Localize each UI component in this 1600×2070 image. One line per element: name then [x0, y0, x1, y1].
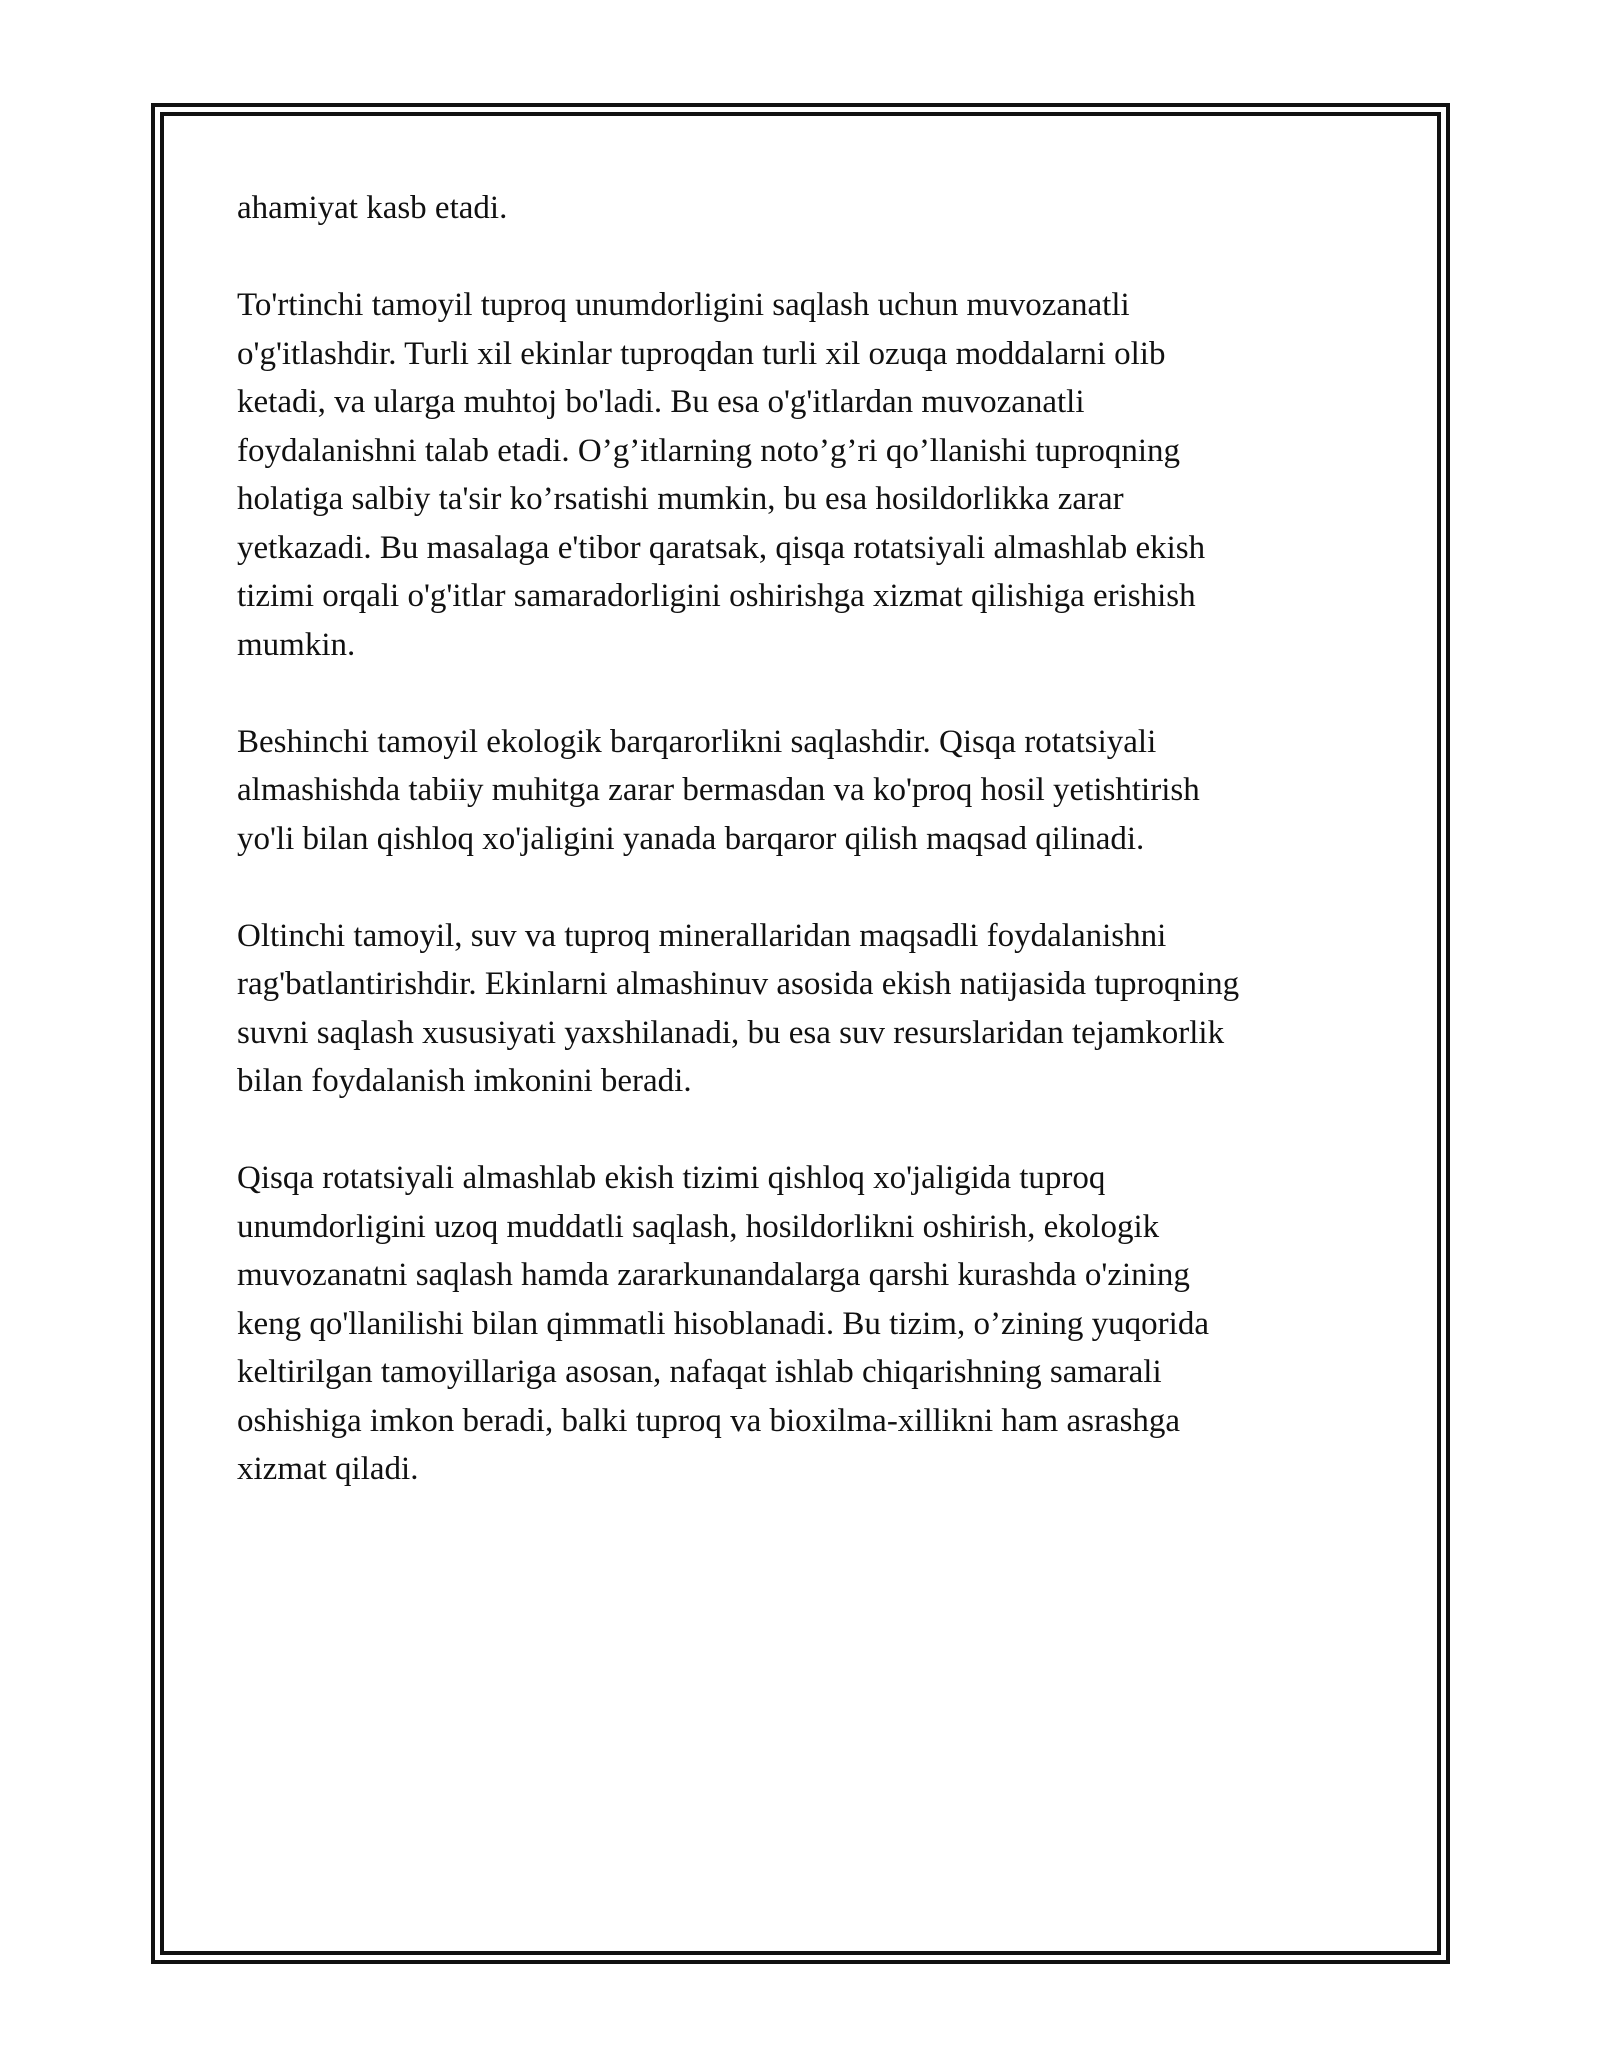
- paragraph-sixth-principle: Oltinchi tamoyil, suv va tuproq minerallaridan maqsadli foydalanishni rag'batlantirishdir. Ekinlarni almashinuv asosida ekish natijasida tuproqning suvni saqlash xususiyati yaxshilanadi, bu esa suv resurslaridan tejamkorlik bilan foydalanish imkonini beradi.: [237, 917, 1240, 1099]
- paragraph-conclusion: Qisqa rotatsiyali almashlab ekish tizimi qishloq xo'jaligida tuproq unumdorligini uzoq muddatli saqlash, hosildorlikni oshirish, ekologik muvozanatni saqlash hamda zararkunandalarga qarshi kurashda o'zining keng qo'llanilishi bilan qimmatli hisoblanadi. Bu tizim, o’zining yuqorida keltirilgan tamoyillariga asosan, nafaqat ishlab chiqarishning samarali oshishiga imkon beradi, balki tuproq va bioxilma-xillikni ham asrashga xizmat qiladi.: [237, 1160, 1209, 1487]
- paragraph-fifth-principle: Beshinchi tamoyil ekologik barqarorlikni saqlashdir. Qisqa rotatsiyali almashishda tabiiy muhitga zarar bermasdan va ko'proq hosil yetishtirish yo'li bilan qishloq xo'jaligini yanada barqaror qilish maqsad qilinadi.: [237, 723, 1200, 857]
- document-body: [237, 184, 1367, 1494]
- paragraph-continuation: ahamiyat kasb etadi.: [237, 190, 508, 226]
- paragraph-fourth-principle: To'rtinchi tamoyil tuproq unumdorligini saqlash uchun muvozanatli o'g'itlashdir. Turli xil ekinlar tuproqdan turli xil ozuqa moddalarni olib ketadi, va ularga muhtoj bo'ladi. Bu esa o'g'itlardan muvozanatli foydalanishni talab etadi. O’g’itlarning noto’g’ri qo’llanishi tuproqning holatiga salbiy ta'sir ko’rsatishi mumkin, bu esa hosildorlikka zarar yetkazadi. Bu masalaga e'tibor qaratsak, qisqa rotatsiyali almashlab ekish tizimi orqali o'g'itlar samaradorligini oshirishga xizmat qilishiga erishish mumkin.: [237, 287, 1206, 663]
